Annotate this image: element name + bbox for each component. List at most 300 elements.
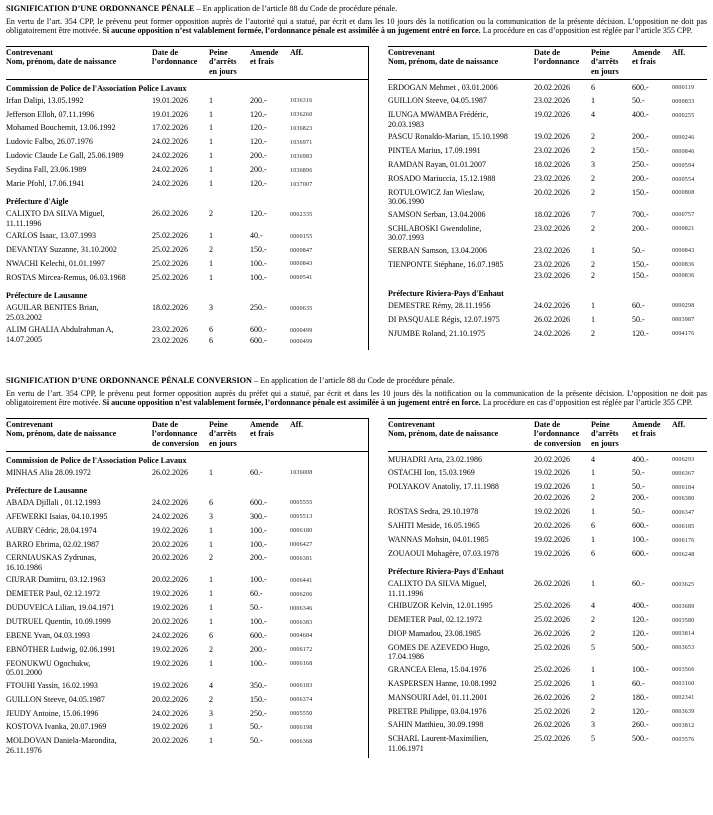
fine-amount: 120.- bbox=[250, 109, 267, 119]
fine-amount: 250.- bbox=[632, 160, 649, 170]
case-number: 0006368 bbox=[290, 738, 313, 745]
header-line: d’arrêts bbox=[209, 429, 237, 439]
order-entries bbox=[534, 707, 707, 718]
penalty-days: 1 bbox=[209, 658, 213, 668]
offender-name bbox=[388, 210, 534, 221]
order-entry bbox=[152, 151, 368, 162]
fine-amount: 100.- bbox=[250, 258, 267, 268]
penalty-days: 2 bbox=[591, 493, 595, 503]
header-line: Peine bbox=[209, 419, 228, 429]
offender-name bbox=[6, 498, 152, 509]
fine-amount: 50.- bbox=[250, 722, 263, 732]
order-entries bbox=[152, 575, 368, 586]
penalty-days: 1 bbox=[209, 589, 213, 599]
order-date: 24.02.2026 bbox=[152, 151, 188, 161]
offender-name-line: CALIXTO DA SILVA Miguel, bbox=[388, 579, 487, 589]
offender-name bbox=[388, 188, 534, 207]
case-number: 0000836 bbox=[672, 273, 695, 280]
offender-name-line: SAHIN Matthieu, 30.09.1998 bbox=[388, 720, 484, 730]
table-row bbox=[388, 329, 707, 340]
intro-text: La procédure en cas d’opposition est réglée par l’article 355 CPP. bbox=[480, 398, 693, 408]
offender-name-line: 26.11.1976 bbox=[6, 745, 42, 755]
order-entries bbox=[534, 110, 707, 129]
offender-name-line: CARLOS Isaac, 13.07.1993 bbox=[6, 231, 96, 241]
offenders-table-right bbox=[368, 46, 707, 350]
header-line: Date de bbox=[534, 47, 560, 57]
order-entries bbox=[534, 468, 707, 479]
header-line: Aff. bbox=[672, 419, 686, 429]
col-header-penalty-days bbox=[591, 48, 632, 77]
offender-name bbox=[6, 303, 152, 322]
col-header-fine bbox=[632, 48, 672, 77]
case-number: 0003653 bbox=[672, 645, 695, 652]
offender-name bbox=[6, 575, 152, 586]
authority-group-label: Préfecture Riviera-Pays d'Enhaut bbox=[388, 567, 504, 577]
order-date: 19.02.2026 bbox=[152, 658, 188, 668]
fine-amount: 120.- bbox=[250, 137, 267, 147]
case-number: 0000808 bbox=[672, 190, 695, 197]
table-row bbox=[388, 629, 707, 640]
order-entries bbox=[534, 329, 707, 340]
header-line: en jours bbox=[591, 66, 619, 76]
offender-name-line: AUBRY Cédric, 28.04.1974 bbox=[6, 525, 97, 535]
table-row bbox=[6, 603, 368, 614]
fine-amount: 600.- bbox=[250, 497, 267, 507]
order-date: 20.02.2026 bbox=[152, 694, 188, 704]
penalty-days: 2 bbox=[591, 628, 595, 638]
order-entries bbox=[152, 553, 368, 572]
penalty-days: 2 bbox=[591, 187, 595, 197]
table-row bbox=[388, 693, 707, 704]
penalty-days: 1 bbox=[209, 137, 213, 147]
order-entries bbox=[534, 615, 707, 626]
offender-name bbox=[6, 695, 152, 706]
offender-name-line: Ludovic Falbo, 26.07.1976 bbox=[6, 137, 93, 147]
offender-name bbox=[388, 521, 534, 532]
penalty-days: 1 bbox=[209, 272, 213, 282]
authority-group bbox=[6, 456, 368, 479]
order-date: 19.02.2026 bbox=[152, 589, 188, 599]
case-number: 0006293 bbox=[672, 457, 695, 464]
order-entry bbox=[152, 325, 368, 336]
case-number: 1036983 bbox=[290, 153, 313, 160]
order-entries bbox=[152, 123, 368, 134]
order-entries bbox=[152, 498, 368, 509]
order-entries bbox=[152, 259, 368, 270]
offender-name-line: ZOUAOUI Mohagère, 07.03.1978 bbox=[388, 549, 499, 558]
offender-name bbox=[6, 603, 152, 614]
order-date: 26.02.2026 bbox=[152, 209, 188, 219]
case-number: 1036260 bbox=[290, 112, 313, 119]
order-date: 24.02.2026 bbox=[152, 137, 188, 147]
order-entry bbox=[152, 137, 368, 148]
offender-name bbox=[6, 709, 152, 720]
order-date: 25.02.2026 bbox=[534, 615, 570, 625]
col-header-order-date bbox=[152, 48, 209, 77]
order-date: 26.02.2026 bbox=[534, 314, 570, 324]
order-entry bbox=[152, 468, 368, 479]
fine-amount: 600.- bbox=[250, 630, 267, 640]
offender-name-line: ILUNGA MWAMBA Frédéric, bbox=[388, 110, 489, 120]
offender-name bbox=[6, 553, 152, 572]
table-row bbox=[388, 110, 707, 129]
header-line: Contrevenant bbox=[388, 419, 435, 429]
order-date: 20.02.2026 bbox=[534, 493, 570, 503]
case-number: 0000554 bbox=[672, 176, 695, 183]
offender-name bbox=[388, 643, 534, 662]
penalty-days: 2 bbox=[591, 259, 595, 269]
offender-name bbox=[6, 325, 152, 347]
table-row bbox=[6, 553, 368, 572]
fine-amount: 180.- bbox=[632, 692, 649, 702]
order-entries bbox=[534, 174, 707, 185]
offender-name bbox=[388, 707, 534, 718]
offender-name bbox=[6, 589, 152, 600]
table-row bbox=[6, 96, 368, 107]
order-entry bbox=[152, 110, 368, 121]
order-entries bbox=[534, 455, 707, 466]
authority-group-label: Préfecture de Lausanne bbox=[6, 485, 88, 495]
header-line: en jours bbox=[209, 438, 237, 448]
intro-text-bold: Si aucune opposition n’est valablement formée, l’ordonnance pénale est assimilée à un jugement entré en force. bbox=[102, 26, 481, 36]
case-number: 0006380 bbox=[672, 495, 695, 502]
fine-amount: 200.- bbox=[250, 644, 267, 654]
order-date: 19.02.2026 bbox=[534, 482, 570, 492]
order-date: 20.02.2026 bbox=[534, 82, 570, 92]
fine-amount: 100.- bbox=[250, 575, 267, 585]
case-number: 0000594 bbox=[672, 162, 695, 169]
fine-amount: 60.- bbox=[632, 579, 645, 589]
offender-name-line: 11.11.1996 bbox=[388, 588, 424, 598]
table-row bbox=[6, 179, 368, 190]
penalty-days: 2 bbox=[209, 644, 213, 654]
order-date: 23.02.2026 bbox=[152, 325, 188, 335]
order-entry bbox=[152, 512, 368, 523]
offender-name bbox=[388, 246, 534, 257]
order-entries bbox=[534, 96, 707, 107]
section-title-rest: – En application de l’article 88 du Code de procédure pénale. bbox=[251, 376, 455, 385]
offender-name bbox=[388, 734, 534, 753]
table-row bbox=[388, 468, 707, 479]
authority-group bbox=[388, 455, 707, 561]
offender-name bbox=[6, 617, 152, 628]
fine-amount: 200.- bbox=[250, 165, 267, 175]
penalty-days: 1 bbox=[209, 109, 213, 119]
penalty-days: 1 bbox=[591, 314, 595, 324]
table-row bbox=[388, 132, 707, 143]
penalty-days: 1 bbox=[591, 579, 595, 589]
fine-amount: 50.- bbox=[250, 603, 263, 613]
fine-amount: 60.- bbox=[250, 589, 263, 599]
case-number: 0000836 bbox=[672, 262, 695, 269]
offender-name-line: PASCU Ronaldo-Marian, 15.10.1998 bbox=[388, 132, 508, 142]
order-entry bbox=[534, 174, 707, 185]
fine-amount: 60.- bbox=[250, 467, 263, 477]
order-entries bbox=[534, 260, 707, 282]
case-number: 0004176 bbox=[672, 331, 695, 338]
offender-name-line: Marie Pfohl, 17.06.1941 bbox=[6, 179, 85, 188]
penalty-days: 3 bbox=[209, 708, 213, 718]
case-number: 0003580 bbox=[672, 617, 695, 624]
table-row bbox=[6, 645, 368, 656]
order-entry bbox=[534, 521, 707, 532]
table-row bbox=[6, 589, 368, 600]
header-line: en jours bbox=[591, 438, 619, 448]
case-number: 0003987 bbox=[672, 317, 695, 324]
order-entry bbox=[152, 645, 368, 656]
order-entries bbox=[152, 325, 368, 347]
authority-group-label: Préfecture de Lausanne bbox=[6, 290, 88, 300]
order-date: 19.02.2026 bbox=[534, 110, 570, 120]
table-row bbox=[388, 224, 707, 243]
order-entry bbox=[152, 575, 368, 586]
order-entry bbox=[534, 455, 707, 466]
table-row bbox=[6, 165, 368, 176]
order-date: 23.02.2026 bbox=[534, 174, 570, 183]
table-row bbox=[6, 631, 368, 642]
order-entry bbox=[534, 301, 707, 312]
order-entries bbox=[534, 246, 707, 257]
offender-name-line: ROSTAS Mircea-Remus, 06.03.1968 bbox=[6, 272, 126, 282]
offender-name-line: TIENPONTE Stéphane, 16.07.1985 bbox=[388, 259, 504, 269]
offender-name bbox=[6, 209, 152, 228]
header-line: l’ordonnance bbox=[152, 57, 198, 67]
penalty-days: 3 bbox=[209, 511, 213, 521]
offender-name bbox=[388, 160, 534, 171]
order-entries bbox=[534, 482, 707, 504]
table-row bbox=[388, 665, 707, 676]
order-date: 18.02.2026 bbox=[534, 209, 570, 219]
header-line: Contrevenant bbox=[6, 419, 53, 429]
order-entries bbox=[152, 709, 368, 720]
order-entry bbox=[152, 540, 368, 551]
fine-amount: 40.- bbox=[250, 231, 263, 241]
fine-amount: 120.- bbox=[632, 628, 649, 638]
order-date: 19.02.2026 bbox=[152, 722, 188, 732]
penalty-days: 2 bbox=[591, 132, 595, 142]
offender-name-line: PRETRE Philippe, 03.04.1976 bbox=[388, 706, 487, 716]
offender-name bbox=[6, 231, 152, 242]
fine-amount: 400.- bbox=[632, 110, 649, 120]
order-date: 19.02.2026 bbox=[152, 680, 188, 690]
offender-name-line: CERNIAUSKAS Zydrunas, bbox=[6, 553, 97, 563]
order-entry bbox=[152, 209, 368, 220]
order-entries bbox=[534, 734, 707, 753]
offender-name-line: 16.10.1986 bbox=[6, 563, 42, 572]
header-line: Nom, prénom, date de naissance bbox=[6, 429, 117, 439]
penalty-days: 1 bbox=[591, 535, 595, 545]
fine-amount: 120.- bbox=[250, 209, 267, 219]
section-title-bold: SIGNIFICATION D’UNE ORDONNANCE PÉNALE CONVERSION bbox=[6, 376, 252, 385]
penalty-days: 1 bbox=[209, 258, 213, 268]
penalty-days: 4 bbox=[209, 680, 213, 690]
order-entry bbox=[152, 336, 368, 347]
penalty-days: 6 bbox=[591, 521, 595, 531]
order-entries bbox=[152, 589, 368, 600]
offender-name bbox=[388, 301, 534, 312]
table-row bbox=[6, 709, 368, 720]
case-number: 0006198 bbox=[290, 724, 313, 731]
offender-name-line: DUTRUEL Quentin, 10.09.1999 bbox=[6, 617, 111, 627]
order-entry bbox=[534, 482, 707, 493]
order-entry bbox=[152, 96, 368, 107]
penalty-days: 2 bbox=[591, 270, 595, 280]
penalty-days: 6 bbox=[591, 549, 595, 558]
offender-name bbox=[6, 681, 152, 692]
order-entries bbox=[534, 643, 707, 662]
penalty-days: 4 bbox=[591, 454, 595, 464]
offender-name bbox=[388, 507, 534, 518]
order-entries bbox=[534, 720, 707, 731]
case-number: 0000821 bbox=[672, 226, 695, 233]
order-entries bbox=[534, 188, 707, 207]
case-number: 1036823 bbox=[290, 125, 313, 132]
legal-intro-paragraph bbox=[6, 389, 707, 408]
order-entries bbox=[534, 83, 707, 94]
table-row bbox=[6, 468, 368, 479]
order-entry bbox=[534, 665, 707, 676]
fine-amount: 150.- bbox=[632, 259, 649, 269]
offender-name bbox=[6, 631, 152, 642]
offender-name-line: Irfan Dalipi, 13.05.1992 bbox=[6, 95, 84, 105]
order-entry bbox=[534, 110, 707, 121]
fine-amount: 50.- bbox=[632, 468, 645, 478]
table-row bbox=[6, 123, 368, 134]
order-entries bbox=[152, 540, 368, 551]
penalty-days: 1 bbox=[209, 165, 213, 175]
penalty-days: 1 bbox=[209, 575, 213, 585]
order-date: 20.02.2026 bbox=[534, 187, 570, 197]
offender-name-line: CIURAR Dumitru, 03.12.1963 bbox=[6, 575, 106, 585]
header-line: Amende bbox=[250, 47, 279, 57]
order-entry bbox=[534, 579, 707, 590]
order-entry bbox=[152, 617, 368, 628]
order-entries bbox=[152, 468, 368, 479]
penalty-days: 2 bbox=[591, 146, 595, 156]
col-header-penalty-days bbox=[209, 420, 250, 449]
penalty-days: 6 bbox=[209, 630, 213, 640]
penalty-days: 1 bbox=[591, 678, 595, 688]
case-number: 0006168 bbox=[290, 661, 313, 668]
order-entry bbox=[152, 123, 368, 134]
order-entries bbox=[152, 110, 368, 121]
fine-amount: 250.- bbox=[250, 708, 267, 718]
offender-name-line: NJUMBE Roland, 21.10.1975 bbox=[388, 328, 486, 338]
offender-name-line: Ludovic Claude Le Gall, 25.06.1989 bbox=[6, 151, 124, 161]
order-entry bbox=[152, 589, 368, 600]
offender-name-line: ROTULOWICZ Jan Wieslaw, bbox=[388, 187, 485, 197]
penalty-days: 1 bbox=[209, 231, 213, 241]
fine-amount: 150.- bbox=[632, 187, 649, 197]
fine-amount: 50.- bbox=[632, 482, 645, 492]
order-date: 23.02.2026 bbox=[534, 259, 570, 269]
order-entry bbox=[152, 603, 368, 614]
case-number: 0006427 bbox=[290, 542, 313, 549]
order-date: 19.02.2026 bbox=[534, 132, 570, 142]
offender-name bbox=[6, 165, 152, 176]
case-number: 0003814 bbox=[672, 631, 695, 638]
order-entry bbox=[152, 245, 368, 256]
order-entry bbox=[534, 210, 707, 221]
order-date: 20.02.2026 bbox=[152, 736, 188, 746]
offender-name-line: CALIXTO DA SILVA Miguel, bbox=[6, 209, 105, 219]
offender-name-line: SCHLABOSKI Gwendoline, bbox=[388, 223, 482, 233]
order-entries bbox=[152, 526, 368, 537]
order-date: 20.02.2026 bbox=[152, 617, 188, 627]
offender-name bbox=[388, 693, 534, 704]
fine-amount: 120.- bbox=[632, 615, 649, 625]
order-date: 20.02.2026 bbox=[152, 575, 188, 585]
table-row bbox=[6, 617, 368, 628]
penalty-days: 2 bbox=[591, 692, 595, 702]
offender-name bbox=[388, 482, 534, 504]
offender-name bbox=[6, 245, 152, 256]
offenders-table-right bbox=[368, 418, 707, 758]
fine-amount: 200.- bbox=[250, 553, 267, 563]
offender-name-line: 30.06.1990 bbox=[388, 197, 424, 207]
case-number: 0006374 bbox=[290, 697, 313, 704]
order-entry bbox=[534, 246, 707, 257]
fine-amount: 150.- bbox=[250, 245, 267, 255]
order-date: 24.02.2026 bbox=[152, 708, 188, 718]
offender-name-line: Jefferson Elloh, 07.11.1996 bbox=[6, 109, 95, 119]
section-ordonnance-penale bbox=[6, 4, 707, 350]
authority-group bbox=[6, 84, 368, 191]
header-line: l’ordonnance bbox=[534, 57, 580, 67]
offender-name-line: CHIBUZOR Kelvin, 12.01.1995 bbox=[388, 601, 493, 611]
table-row bbox=[6, 303, 368, 322]
penalty-days: 6 bbox=[209, 497, 213, 507]
table-row bbox=[388, 160, 707, 171]
order-entry bbox=[534, 629, 707, 640]
case-number: 0000255 bbox=[672, 112, 695, 119]
order-entry bbox=[152, 736, 368, 747]
order-entries bbox=[152, 245, 368, 256]
table-row bbox=[388, 83, 707, 94]
case-number: 0000155 bbox=[290, 233, 313, 240]
case-number: 0000499 bbox=[290, 327, 313, 334]
case-number: 0002341 bbox=[672, 695, 695, 702]
order-entries bbox=[152, 303, 368, 322]
table-row bbox=[388, 535, 707, 546]
header-line: en jours bbox=[209, 66, 237, 76]
col-header-aff bbox=[672, 420, 707, 449]
table-row bbox=[388, 482, 707, 504]
table-body bbox=[388, 452, 707, 754]
case-number: 1036971 bbox=[290, 139, 313, 146]
offender-name-line: MUHADRI Arta, 23.02.1986 bbox=[388, 454, 482, 464]
table-row bbox=[6, 659, 368, 678]
order-entry bbox=[152, 165, 368, 176]
offender-name-line: ALIM GHALIA Abdulrahman A, bbox=[6, 325, 114, 335]
authority-group bbox=[6, 197, 368, 284]
case-number: 0005550 bbox=[290, 711, 313, 717]
offender-name-line: 11.06.1971 bbox=[388, 743, 424, 753]
fine-amount: 50.- bbox=[632, 507, 645, 517]
case-number: 0006441 bbox=[290, 577, 313, 584]
order-entry bbox=[534, 493, 707, 504]
order-entry bbox=[152, 695, 368, 706]
fine-amount: 200.- bbox=[632, 493, 649, 503]
order-date: 25.02.2026 bbox=[534, 678, 570, 688]
penalty-days: 7 bbox=[591, 209, 595, 219]
order-entry bbox=[152, 722, 368, 733]
order-entries bbox=[534, 549, 707, 560]
order-entries bbox=[534, 693, 707, 704]
header-line: Amende bbox=[250, 419, 279, 429]
order-date: 26.02.2026 bbox=[534, 720, 570, 730]
case-number: 0006180 bbox=[290, 528, 313, 535]
